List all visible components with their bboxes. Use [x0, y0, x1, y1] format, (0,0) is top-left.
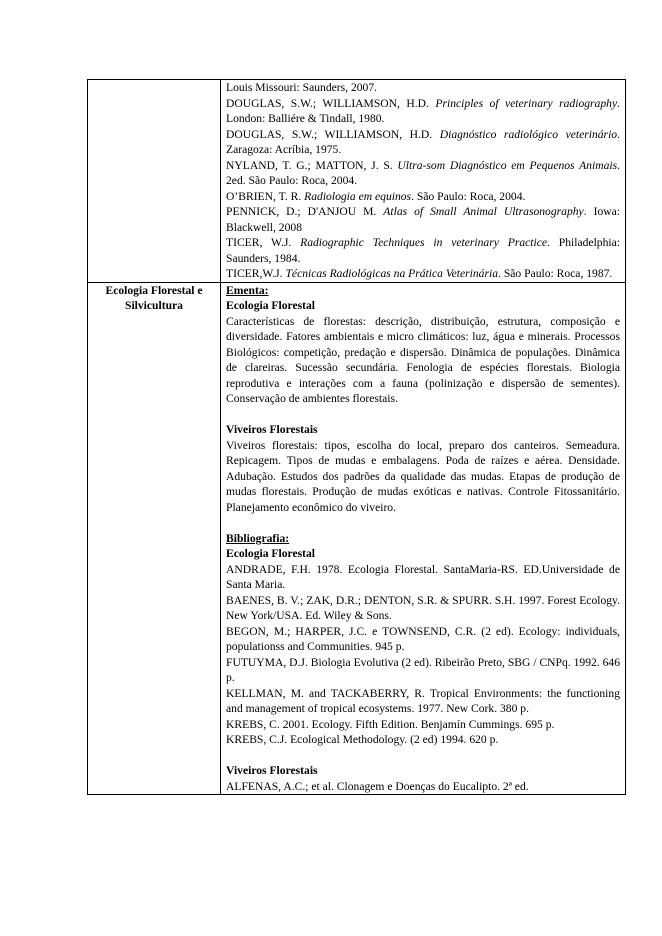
reference-entry [226, 204, 620, 235]
reference-authors: TICER, W.J. [226, 236, 301, 249]
bibliography-entry: KELLMAN, M. and TACKABERRY, R. Tropical Environments: the functioning and management of tropical ecosystems. 1977. New Cork. 380 p. [226, 686, 620, 715]
table-row [88, 80, 626, 283]
reference-title: Diagnóstico radiológico veterinário [439, 127, 618, 141]
spacer [226, 407, 620, 423]
subject-name-cell [88, 282, 221, 795]
reference-entry [226, 189, 620, 205]
reference-authors: DOUGLAS, S.W.; WILLIAMSON, H.D. [226, 96, 436, 110]
reference-entry [226, 96, 620, 127]
reference-publisher: . São Paulo: Roca, 1987. [498, 267, 613, 280]
bibliografia-heading: Bibliografia: [226, 531, 290, 545]
reference-title: Técnicas Radiológicas na Prática Veterinária [285, 267, 499, 280]
reference-title: Radiographic Techniques in veterinary Practice [300, 236, 548, 249]
reference-entry [226, 266, 620, 282]
bibliografia-viveiros-heading: Viveiros Florestais [226, 764, 318, 777]
reference-publisher: . Iowa: Blackwell, 2008 [226, 205, 620, 234]
subject-cell-empty [88, 80, 221, 283]
bibliography-entry: ANDRADE, F.H. 1978. Ecologia Florestal. SantaMaria-RS. ED.Universidade de Santa Maria. [226, 562, 620, 591]
table-row [88, 282, 626, 795]
ementa-ecologia-heading: Ecologia Florestal [226, 299, 315, 312]
ementa-viveiros-text: Viveiros florestais: tipos, escolha do local, preparo dos canteiros. Semeadura. Repicagem. Tipos de mudas e embalagens. Poda de raízes e aérea. Densidade. Adubação. Estudos dos padrões da qualidade das mudas. Etapas de produção de mudas florestais. Produção de mudas exóticas e nativas. Controle Fitossanitário. Planejamento econômico do viveiro. [226, 438, 620, 514]
bibliography-entry: ALFENAS, A.C.; et al. Clonagem e Doenças do Eucalipto. 2ª ed. [226, 779, 529, 793]
bibliography-entry: FUTUYMA, D.J. Biologia Evolutiva (2 ed). Ribeirão Preto, SBG / CNPq. 1992. 646 p. [226, 655, 620, 684]
reference-title: Ultra-som Diagnóstico em Pequenos Animais [397, 158, 618, 172]
reference-list [226, 80, 620, 282]
bibliography-entry: KREBS, C.J. Ecological Methodology. (2 ed) 1994. 620 p. [226, 733, 499, 746]
subject-name-line2: Silvicultura [125, 299, 183, 312]
reference-title: Radiologia em equinos [304, 189, 412, 203]
reference-authors: PENNICK, D.; D'ANJOU M. [226, 205, 384, 218]
references-cell [221, 80, 626, 283]
ementa-heading: Ementa: [226, 283, 269, 297]
reference-authors: TICER,W.J. [226, 267, 286, 280]
bibliografia-viveiros-list [226, 779, 620, 795]
bibliography-entry: BEGON, M.; HARPER, J.C. e TOWNSEND, C.R. (2 ed). Ecology: individuals, populationss and Communities. 945 p. [226, 624, 620, 653]
ementa-ecologia-text: Características de florestas: descrição, distribuição, estrutura, composição e diversidade. Fatores ambientais e micro climáticos: luz, água e minerais. Processos Biológicos: competição, predação e dispersão. Dinâmica de populações. Dinâmica de clareiras. Sucessão secundária. Fenologia de espécies florestais. Biologia reprodutiva e interações com a fauna (polinização e dispersão de sementes). Conservação de ambientes florestais. [226, 314, 620, 405]
reference-publisher: . Philadelphia: Saunders, 1984. [226, 236, 620, 265]
reference-authors: O’BRIEN, T. R. [226, 189, 305, 203]
reference-entry [226, 235, 620, 266]
bibliografia-ecologia-list [226, 562, 620, 748]
bibliography-entry: KREBS, C. 2001. Ecology. Fifth Edition. Benjamín Cummings. 695 p. [226, 717, 555, 731]
reference-title: Principles of veterinary radiography [435, 96, 618, 110]
reference-publisher: . 2ed. São Paulo: Roca, 2004. [226, 158, 620, 187]
syllabus-cell [221, 282, 626, 795]
reference-authors: NYLAND, T. G.; MATTON, J. S. [226, 158, 398, 172]
reference-authors: Louis Missouri: Saunders, 2007. [226, 81, 378, 94]
subject-name-line1: Ecologia Florestal e [105, 283, 203, 297]
reference-publisher: . Zaragoza: Acríbia, 1975. [226, 127, 620, 156]
curriculum-table [87, 79, 626, 795]
reference-authors: DOUGLAS, S.W.; WILLIAMSON, H.D. [226, 127, 440, 141]
reference-publisher: . São Paulo: Roca, 2004. [411, 189, 526, 203]
bibliografia-ecologia-heading: Ecologia Florestal [226, 547, 315, 560]
bibliography-entry: BAENES, B. V.; ZAK, D.R.; DENTON, S.R. & SPURR. S.H. 1997. Forest Ecology. New York/USA. Ed. Wiley & Sons. [226, 593, 620, 622]
spacer [226, 515, 620, 531]
reference-entry [226, 158, 620, 189]
reference-entry [226, 80, 620, 96]
reference-publisher: . London: Balliére & Tindall, 1980. [226, 96, 620, 125]
reference-title: Atlas of Small Animal Ultrasonography [383, 205, 584, 218]
ementa-viveiros-heading: Viveiros Florestais [226, 423, 318, 436]
spacer [226, 748, 620, 764]
reference-entry [226, 127, 620, 158]
